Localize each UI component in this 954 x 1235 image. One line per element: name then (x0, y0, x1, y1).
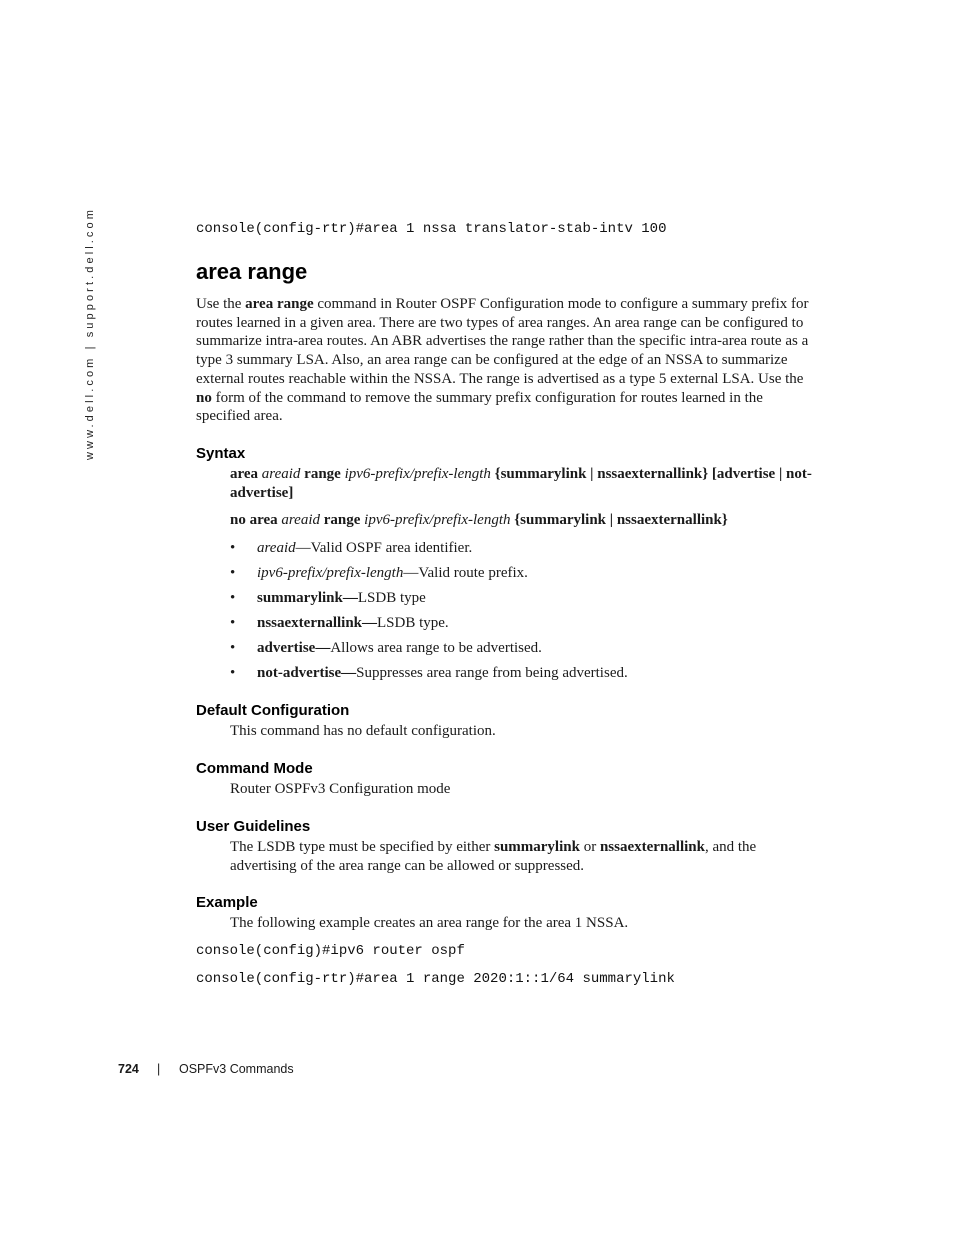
default-config-text: This command has no default configuration. (230, 723, 496, 739)
bullet-icon: • (230, 665, 236, 681)
side-url: www.dell.com | support.dell.com (84, 206, 96, 460)
syntax-line-1 (230, 465, 820, 502)
param-desc: —Valid route prefix. (403, 565, 528, 581)
syntax-parameter-list (230, 539, 628, 689)
param-term: ipv6-prefix/prefix-length (257, 565, 404, 581)
command-mode-heading: Command Mode (196, 760, 313, 777)
example-code-line-2: console(config-rtr)#area 1 range 2020:1::1/64 summarylink (196, 971, 675, 987)
bullet-icon: • (230, 565, 236, 581)
param-desc: —Valid OSPF area identifier. (295, 540, 473, 556)
param-desc: Suppresses area range from being advertised. (356, 665, 628, 681)
intro-text-3: form of the command to remove the summary prefix configuration for routes learned in the specified area. (196, 389, 763, 425)
example-heading: Example (196, 894, 258, 911)
bullet-icon: • (230, 615, 236, 631)
ug-text-3: , and the advertising of the area range can be allowed or suppressed. (230, 839, 757, 874)
code-line-translator: console(config-rtr)#area 1 nssa translator-stab-intv 100 (196, 221, 667, 237)
ug-bold-nssaexternallink: nssaexternallink (599, 839, 705, 855)
user-guidelines-text (230, 838, 790, 875)
syntax2-a1: areaid (281, 512, 320, 528)
intro-text-1: Use the (196, 296, 246, 312)
syntax-heading: Syntax (196, 445, 246, 462)
syntax1-a1: areaid (261, 466, 301, 482)
intro-paragraph (196, 295, 816, 426)
list-item (230, 639, 628, 664)
intro-text-2: command in Router OSPF Configuration mode to configure a summary prefix for routes learned in a given area. There are two types of area ranges. An area range can be configured to summarize intra-area routes. An ABR advertises the range rather than the specific intra-area route as a type 3 summary LSA. Also, an area range can be configured at the edge of an NSSA to summarize external routes reachable within the NSSA. The range is advertised as a type 5 external LSA. Use the (196, 296, 809, 387)
list-item (230, 614, 628, 639)
syntax1-k1: area (230, 466, 259, 482)
syntax1-a2: ipv6-prefix/prefix-length (344, 466, 491, 482)
example-text: The following example creates an area range for the area 1 NSSA. (230, 915, 629, 931)
example-code-line-1: console(config)#ipv6 router ospf (196, 943, 465, 959)
command-mode-text: Router OSPFv3 Configuration mode (230, 781, 451, 797)
list-item (230, 589, 628, 614)
bullet-icon: • (230, 540, 236, 556)
list-item (230, 539, 628, 564)
param-desc: Allows area range to be advertised. (330, 640, 542, 656)
default-config-heading: Default Configuration (196, 702, 350, 719)
bullet-icon: • (230, 590, 236, 606)
param-desc: LSDB type. (377, 615, 449, 631)
page-title: area range (196, 259, 308, 284)
param-term: areaid (257, 540, 296, 556)
list-item (230, 664, 628, 689)
user-guidelines-heading: User Guidelines (196, 818, 311, 835)
param-term: summarylink— (257, 590, 358, 606)
syntax2-k1: no area (230, 512, 278, 528)
footer-section-title: OSPFv3 Commands (179, 1062, 294, 1076)
footer-separator: | (157, 1062, 161, 1076)
ug-text-2: or (579, 839, 600, 855)
param-term: not-advertise— (257, 665, 357, 681)
intro-bold-area-range: area range (245, 296, 314, 312)
intro-bold-no: no (196, 389, 212, 406)
syntax1-k3: {summarylink | nssaexternallink} [advertise | not-advertise] (230, 466, 812, 501)
param-term: nssaexternallink— (257, 615, 378, 631)
ug-text-1: The LSDB type must be specified by either (230, 839, 495, 855)
list-item (230, 564, 628, 589)
syntax2-k2: range (323, 512, 361, 528)
syntax1-k2: range (304, 466, 341, 482)
syntax2-k3: {summarylink | nssaexternallink} (514, 512, 728, 528)
param-desc: LSDB type (357, 590, 426, 606)
syntax-line-2 (230, 511, 820, 530)
bullet-icon: • (230, 640, 236, 656)
param-term: advertise— (257, 640, 331, 656)
ug-bold-summarylink: summarylink (494, 839, 580, 855)
page-number: 724 (118, 1062, 139, 1076)
syntax2-a2: ipv6-prefix/prefix-length (364, 512, 511, 528)
